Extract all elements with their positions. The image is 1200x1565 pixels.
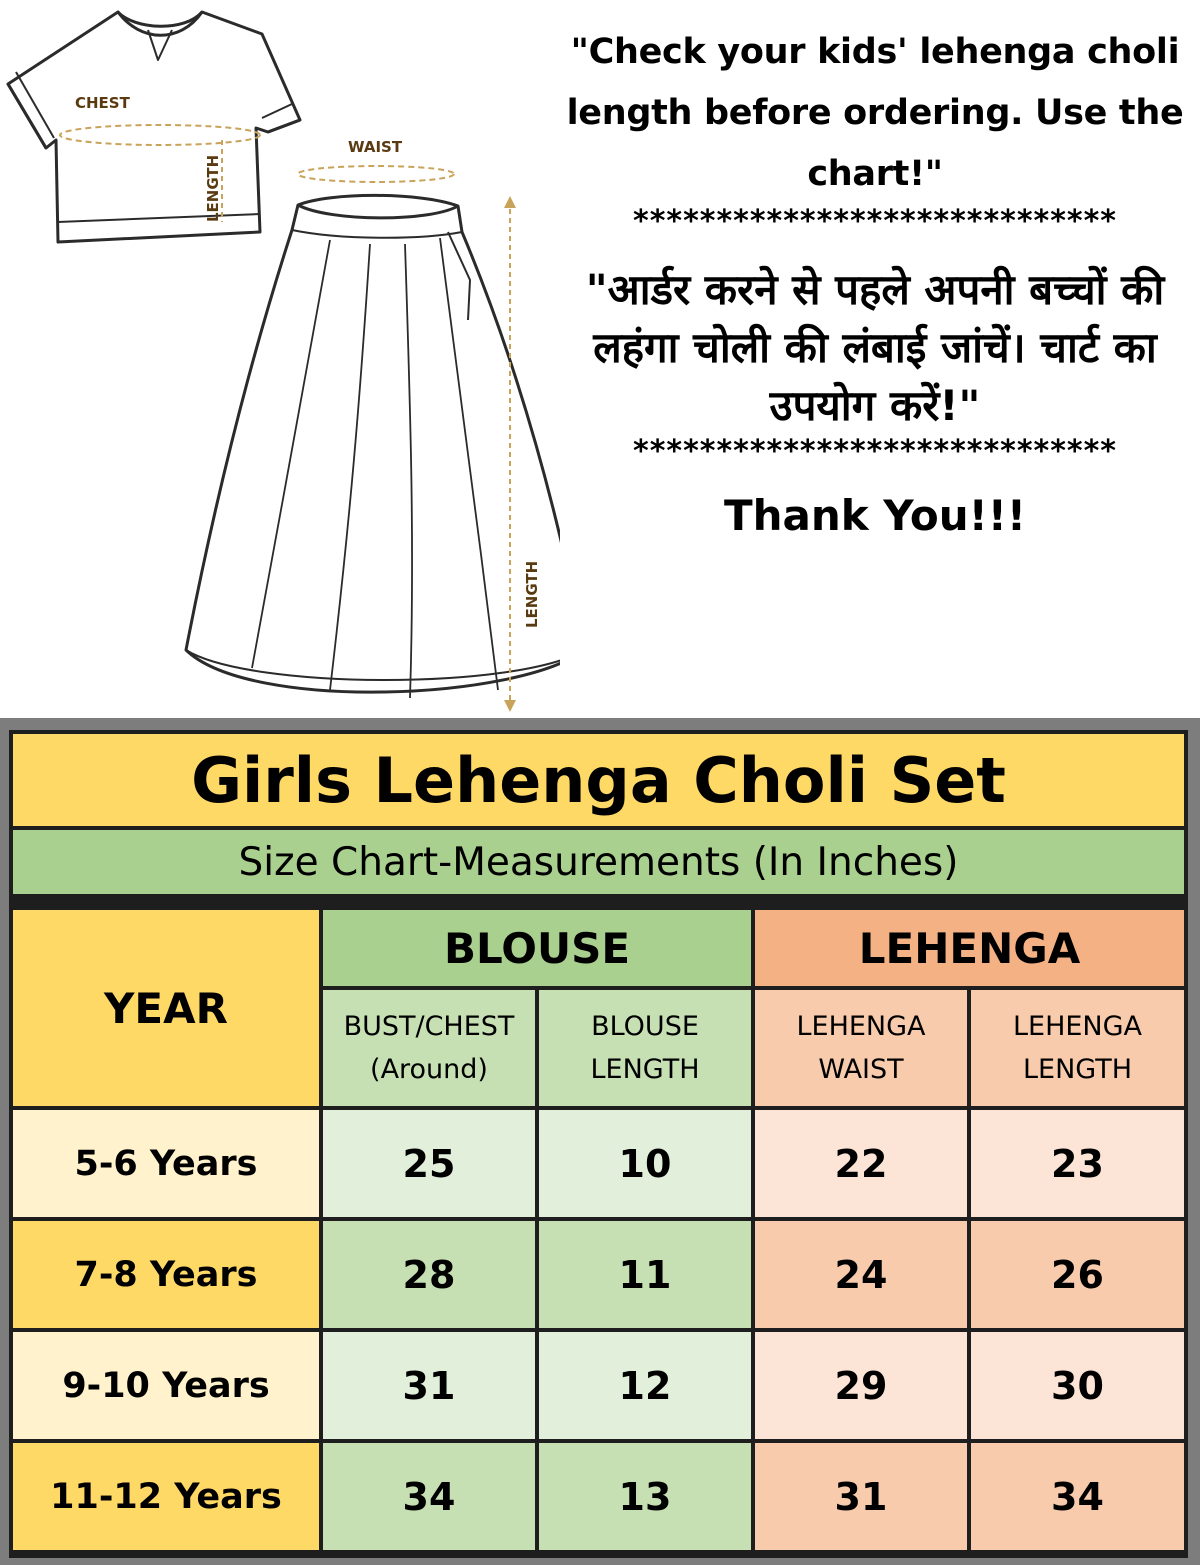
blouse-length-header — [539, 990, 751, 1106]
lehenga-header: LEHENGA — [755, 910, 1184, 986]
separator-bottom: ***************************** — [633, 435, 1117, 469]
lehenga-length-header — [971, 990, 1184, 1106]
waist-label: WAIST — [348, 138, 403, 156]
bust-chest-header — [323, 990, 535, 1106]
year-cell: 5-6 Years — [13, 1110, 319, 1217]
measurement-cell: 31 — [755, 1443, 967, 1550]
separator-top: ***************************** — [633, 205, 1117, 239]
lehenga-drawing — [186, 166, 560, 712]
size-chart — [0, 718, 1200, 1565]
hindi-message: "आर्डर करने से पहले अपनी बच्चों की लहंगा चोली की लंबाई जांचें। चार्ट का उपयोग करें!" — [585, 265, 1165, 430]
blouse-length-header-line: BLOUSE — [591, 1011, 699, 1042]
bust-chest-header-line: (Around) — [370, 1054, 488, 1085]
chart-title: Girls Lehenga Choli Set — [13, 734, 1184, 826]
lehenga-waist-header-line: WAIST — [818, 1054, 904, 1085]
order-message — [555, 22, 1195, 541]
measurement-cell: 23 — [971, 1110, 1184, 1217]
measurement-cell: 26 — [971, 1221, 1184, 1328]
measurement-cell: 30 — [971, 1332, 1184, 1439]
measurement-cell: 34 — [971, 1443, 1184, 1550]
blouse-length-label: LENGTH — [204, 154, 222, 222]
garment-illustration — [0, 0, 560, 718]
year-cell: 7-8 Years — [13, 1221, 319, 1328]
year-cell: 9-10 Years — [13, 1332, 319, 1439]
measurement-cell: 34 — [323, 1443, 535, 1550]
lehenga-length-header-line: LENGTH — [1022, 1054, 1133, 1085]
measurement-cell: 31 — [323, 1332, 535, 1439]
size-chart-table — [9, 730, 1188, 1558]
measurement-cell: 10 — [539, 1110, 751, 1217]
instructions-section — [0, 0, 1200, 718]
year-header: YEAR — [13, 910, 319, 1106]
measurement-cell: 12 — [539, 1332, 751, 1439]
bust-chest-header-line: BUST/CHEST — [343, 1011, 515, 1042]
lehenga-waist-header — [755, 990, 967, 1106]
measurement-cell: 13 — [539, 1443, 751, 1550]
thank-you-text: Thank You!!! — [723, 491, 1027, 540]
measurement-cell: 11 — [539, 1221, 751, 1328]
measurement-cell: 28 — [323, 1221, 535, 1328]
blouse-length-header-line: LENGTH — [590, 1054, 700, 1085]
lehenga-waist-header-line: LEHENGA — [796, 1011, 926, 1042]
blouse-header: BLOUSE — [323, 910, 751, 986]
english-message: "Check your kids' lehenga choli length before ordering. Use the chart!" — [566, 32, 1184, 194]
blouse-drawing — [8, 12, 300, 242]
lehenga-length-header-line: LEHENGA — [1012, 1011, 1143, 1042]
measurement-cell: 22 — [755, 1110, 967, 1217]
chart-subtitle: Size Chart-Measurements (In Inches) — [13, 830, 1184, 894]
measurement-cell: 25 — [323, 1110, 535, 1217]
lehenga-length-label: LENGTH — [523, 560, 541, 628]
measurement-cell: 24 — [755, 1221, 967, 1328]
measurement-cell: 29 — [755, 1332, 967, 1439]
year-cell: 11-12 Years — [13, 1443, 319, 1550]
chest-label: CHEST — [75, 94, 130, 112]
